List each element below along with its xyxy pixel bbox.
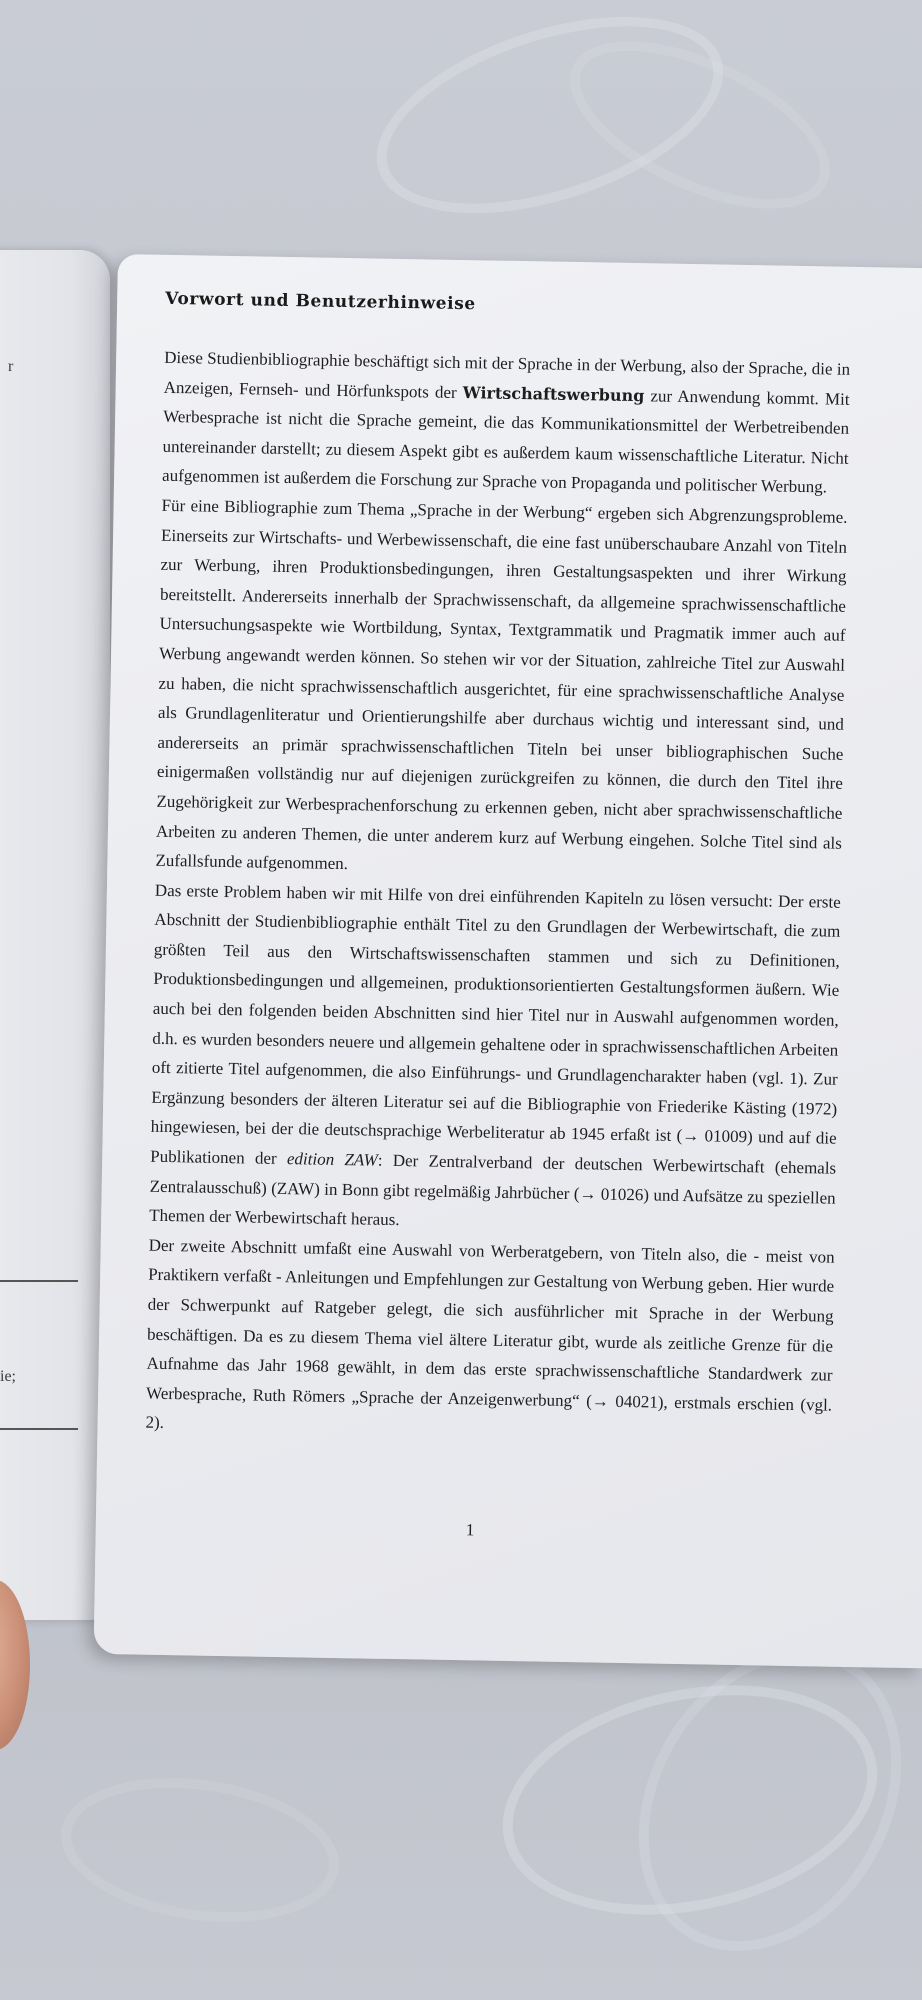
page-title: Vorwort und Benutzerhinweise [165, 288, 476, 315]
previous-page-fragment: r [8, 358, 14, 375]
paragraph-text: : Der Zentralverband der deutschen Werbewirtschaft (ehemals Zentralausschuß) (ZAW) in Bonn gibt regelmäßig Jahrbücher (→ 01026) und Aufsätze zu speziellen Themen der Werbewirtschaft heraus. [149, 1150, 837, 1230]
book-page [94, 254, 922, 1668]
page-content [145, 289, 851, 1450]
paragraph [149, 875, 841, 1242]
italic-term: edition ZAW [286, 1149, 378, 1170]
bold-term: Wirtschaftswerbung [462, 382, 645, 405]
previous-page-edge [0, 250, 110, 1620]
paragraph-text: Diese Studienbibliographie beschäftigt sich mit der Sprache in der Werbung, also der Sprache, die in Anzeigen, Fernseh- und Hörfunkspots der [163, 347, 851, 402]
previous-page-fragment: ie; [0, 1368, 16, 1385]
paragraph-text: zur Anwendung kommt. Mit Werbesprache ist nicht die Sprache gemeint, die das Kommunikationsmittel der Werbetreibenden untereinander darstellt; zu diesem Aspekt gibt es außerdem kaum wissenschaftliche Literatur. Nicht aufgenommen ist außerdem die Forschung zur Sprache von Propaganda und politischer Werbung. [161, 385, 850, 497]
paragraph [162, 343, 850, 503]
paragraph: Der zweite Abschnitt umfaßt eine Auswahl von Werberatgebern, von Titeln also, die - meist von Praktikern verfaßt - Anleitungen und Empfehlungen zur Gestaltung von Werbung geben. Hier wurde der Schwerpunkt auf Ratgeber gelegt, die sich ausführlicher mit Sprache in der Werbung beschäftigen. Da es zu diesem Thema viel ältere Literatur gibt, wurde als zeitliche Grenze für die Aufnahme das Jahr 1968 gewählt, in dem das erste sprachwissenschaftliche Standardwerk zur Werbesprache, Ruth Römers „Sprache der Anzeigenwerbung“ (→ 04021), erstmals erschien (vgl. 2). [145, 1235, 835, 1433]
tablecloth-pattern [52, 1761, 349, 1939]
page-number: 1 [465, 1520, 475, 1540]
previous-page-rule [0, 1280, 78, 1282]
paragraph-text: Das erste Problem haben wir mit Hilfe von drei einführenden Kapiteln zu lösen versucht: Der erste Abschnitt der Studienbibliographie enthält Titel zu den Grundlagen der Werbewirtschaft, die zum größten Teil aus den Wirtschaftswissenschaften stammen und sich zu Definitionen, Produktionsbedingungen und allgemeinen, produktionsorientierten Gestaltungsformen äußern. Wie auch bei den folgenden beiden Abschnitten sind hier Titel nur in Auswahl aufgenommen worden, d.h. es wurden besonders neuere und allgemein gehaltene oder in sprachwissenschaftlichen Arbeiten oft zitierte Titel aufgenommen, die also Einführungs- und Grundlagencharakter haben (vgl. 1). Zur Ergänzung besonders der älteren Literatur sei auf die Bibliographie von Friederike Kästing (1972) hingewiesen, bei der die deutschsprachige Werbeliteratur ab 1945 erfaßt ist (→ 01009) und auf die Publikationen der [150, 880, 841, 1169]
paragraph: Für eine Bibliographie zum Thema „Sprache in der Werbung“ ergeben sich Abgrenzungsprobleme. Einerseits zur Wirtschafts- und Werbewissenschaft, die eine fast unüberschaubare Anzahl von Titeln zur Werbung, ihren Produktionsbedingungen, ihren Gestaltungsaspekten und ihrer Wirkung bereitstellt. Andererseits innerhalb der Sprachwissenschaft, da allgemeine sprachwissenschaftliche Untersuchungsaspekte wie Wortbildung, Syntax, Textgrammatik und Pragmatik immer auch auf Werbung angewandt werden können. So stehen wir vor der Situation, zahlreiche Titel zur Auswahl zu haben, die nicht sprachwissenschaftlich ausgerichtet, für eine sprachwissenschaftliche Analyse als Grundlagenliteratur und Orientierungshilfe aber durchaus wichtig und interessant sind, und andererseits an primär sprachwissenschaftlichen Titeln bei unser bibliographischen Suche einigermaßen vollständig nur auf diejenigen zurückgreifen zu können, die durch den Titel ihre Zugehörigkeit zur Werbesprachenforschung zu erkennen geben, nicht aber sprachwissenschaftliche Arbeiten zu anderen Themen, die unter anderem kurz auf Werbung eingehen. Solche Titel sind als Zufallsfunde aufgenommen. [155, 495, 848, 874]
previous-page-rule [0, 1428, 78, 1430]
